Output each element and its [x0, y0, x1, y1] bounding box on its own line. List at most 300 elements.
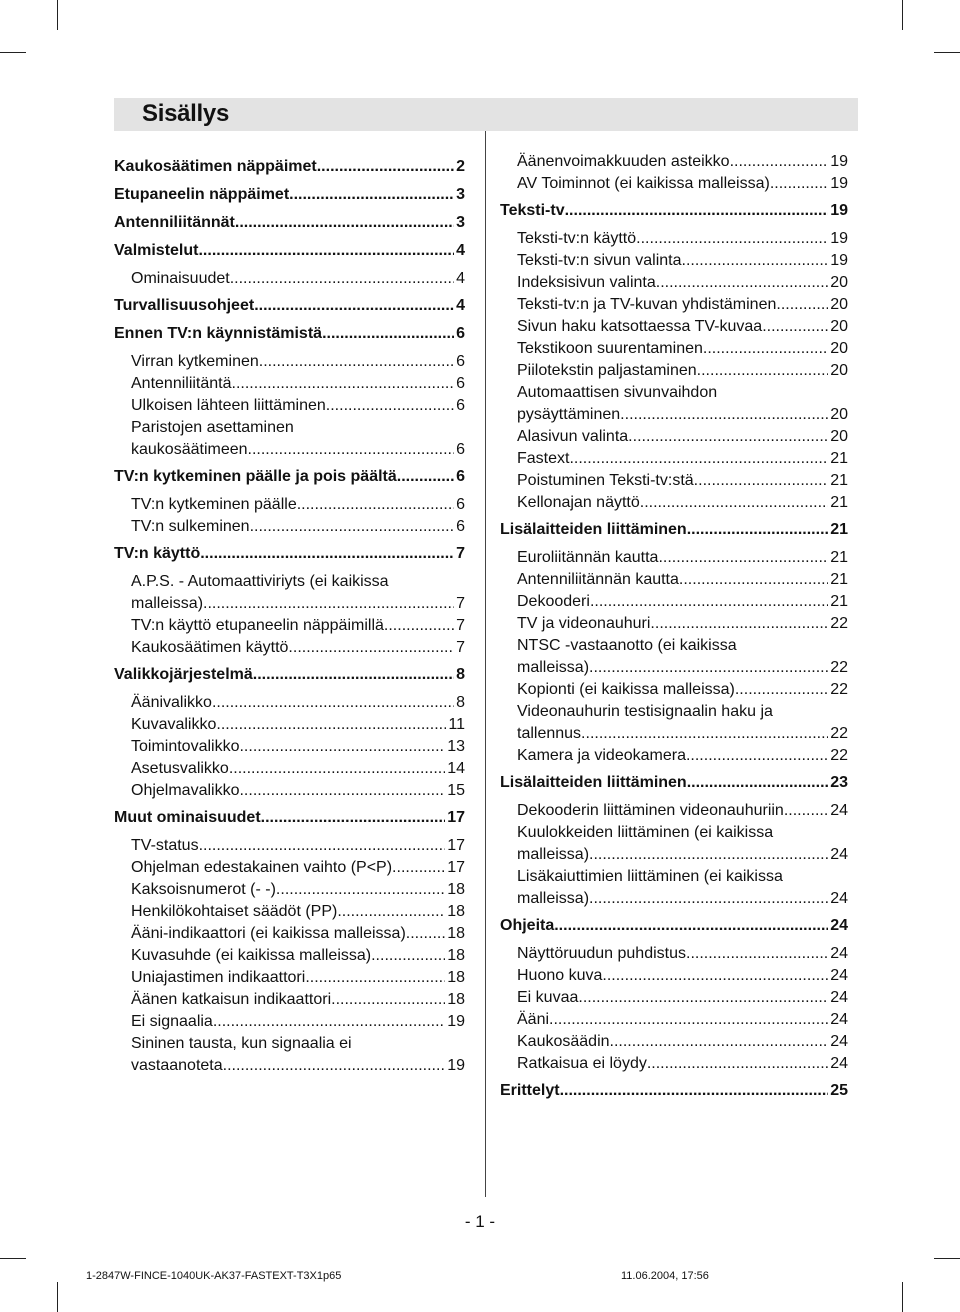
- toc-entry-page: 17: [447, 809, 465, 826]
- toc-entry: [500, 915, 848, 937]
- toc-entry-page: 24: [830, 967, 848, 984]
- toc-dot-leader: [259, 351, 454, 373]
- toc-entry-title: Ei signaalia: [131, 1013, 213, 1030]
- toc-entry-page: 24: [830, 945, 848, 962]
- toc-dot-leader: [602, 965, 828, 987]
- toc-entry: [500, 426, 848, 448]
- toc-entry-page: 18: [447, 969, 465, 986]
- toc-entry-page: 24: [830, 1055, 848, 1072]
- toc-entry: [114, 736, 465, 758]
- toc-entry-title: Ominaisuudet: [131, 270, 230, 287]
- toc-entry-title: Valikkojärjestelmä: [114, 666, 253, 683]
- toc-dot-leader: [628, 426, 828, 448]
- toc-column-left: [114, 151, 465, 1077]
- toc-entry-title: Kopionti (ei kaikissa malleissa): [517, 681, 735, 698]
- toc-entry-page: 8: [456, 694, 465, 711]
- toc-entry-title-cont: malleissa): [131, 595, 204, 612]
- toc-entry-page: 6: [456, 518, 465, 535]
- toc-entry-page: 22: [830, 615, 848, 632]
- toc-dot-leader: [406, 923, 445, 945]
- toc-entry-title: Alasivun valinta: [517, 428, 629, 445]
- toc-dot-leader: [658, 547, 828, 569]
- toc-entry-page: 15: [447, 782, 465, 799]
- toc-entry: [500, 519, 848, 541]
- toc-entry-title: Teksti-tv: [500, 202, 565, 219]
- toc-entry-title: Teksti-tv:n ja TV-kuvan yhdistäminen: [517, 296, 777, 313]
- toc-entry-title: Lisälaitteiden liittäminen: [500, 521, 687, 538]
- toc-entry-title-cont: kaukosäätimeen: [131, 441, 248, 458]
- toc-entry-title: Kellonajan näyttö: [517, 494, 640, 511]
- toc-entry-title: Turvallisuusohjeet: [114, 297, 255, 314]
- toc-entry: [500, 360, 848, 382]
- toc-entry-page: 19: [830, 230, 848, 247]
- toc-entry-title: Lisälaitteiden liittäminen: [500, 774, 687, 791]
- toc-entry-title: Kuulokkeiden liittäminen (ei kaikissa: [517, 824, 774, 841]
- toc-entry-title: Poistuminen Teksti-tv:stä: [517, 472, 694, 489]
- toc-entry: [500, 822, 848, 866]
- toc-entry-title: Euroliitännän kautta: [517, 549, 659, 566]
- toc-dot-leader: [589, 657, 828, 679]
- toc-entry: [500, 701, 848, 745]
- toc-entry: [114, 637, 465, 659]
- toc-entry-title: Ohjeita: [500, 917, 555, 934]
- toc-entry-title: Valmistelut: [114, 242, 199, 259]
- toc-entry-title: Kamera ja videokamera: [517, 747, 686, 764]
- crop-mark: [934, 52, 960, 53]
- toc-entry-title: Dekooderi: [517, 593, 590, 610]
- toc-entry: [114, 692, 465, 714]
- toc-entry-page: 20: [830, 340, 848, 357]
- toc-entry-title: Antenniliitännät: [114, 214, 235, 231]
- toc-entry-page: 20: [830, 406, 848, 423]
- toc-dot-leader: [687, 519, 829, 541]
- toc-entry: [500, 200, 848, 222]
- toc-entry-page: 19: [830, 175, 848, 192]
- toc-entry: [500, 745, 848, 767]
- toc-entry-title: Ääni-indikaattori (ei kaikissa malleissa): [131, 925, 406, 942]
- toc-entry-title: Sivun haku katsottaessa TV-kuvaa: [517, 318, 763, 335]
- toc-entry: [114, 901, 465, 923]
- toc-entry-title: Virran kytkeminen: [131, 353, 259, 370]
- page-title: Sisällys: [142, 100, 230, 127]
- toc-dot-leader: [636, 228, 828, 250]
- toc-entry-title: Videonauhurin testisignaalin haku ja: [517, 703, 773, 720]
- toc-entry-page: 6: [456, 353, 465, 370]
- toc-entry: [500, 173, 848, 195]
- toc-entry-page: 24: [830, 802, 848, 819]
- toc-dot-leader: [589, 844, 828, 866]
- toc-entry-title-cont: tallennus: [517, 725, 582, 742]
- toc-entry: [500, 492, 848, 514]
- toc-entry-page: 4: [456, 242, 465, 259]
- toc-entry-page: 24: [830, 989, 848, 1006]
- toc-entry-title: Kuvasuhde (ei kaikissa malleissa): [131, 947, 372, 964]
- toc-dot-leader: [200, 543, 454, 565]
- toc-entry: [500, 866, 848, 910]
- toc-column-right: [500, 151, 848, 1108]
- toc-entry: [500, 800, 848, 822]
- toc-entry-page: 21: [830, 494, 848, 511]
- toc-entry-page: 19: [830, 153, 848, 170]
- toc-entry: [114, 395, 465, 417]
- toc-dot-leader: [770, 173, 828, 195]
- toc-dot-leader: [735, 679, 828, 701]
- toc-entry-page: 22: [830, 681, 848, 698]
- toc-entry-title-cont: malleissa): [517, 659, 590, 676]
- toc-dot-leader: [640, 492, 828, 514]
- toc-entry-title: TV-status: [131, 837, 199, 854]
- toc-entry-title-cont: vastaanoteta: [131, 1057, 223, 1074]
- toc-dot-leader: [560, 1080, 829, 1102]
- toc-entry-page: 24: [830, 917, 848, 934]
- toc-entry: [500, 1031, 848, 1053]
- toc-entry-page: 21: [830, 593, 848, 610]
- toc-entry-title: Äänivalikko: [131, 694, 212, 711]
- toc-entry: [500, 382, 848, 426]
- toc-entry-title: TV:n sulkeminen: [131, 518, 250, 535]
- toc-dot-leader: [703, 338, 828, 360]
- toc-entry-page: 7: [456, 595, 465, 612]
- toc-entry-title: Ulkoisen lähteen liittäminen: [131, 397, 326, 414]
- toc-entry: [114, 351, 465, 373]
- toc-entry-title: Kaksoisnumerot (- -): [131, 881, 276, 898]
- toc-entry-title: Äänenvoimakkuuden asteikko: [517, 153, 730, 170]
- toc-entry-title: Sininen tausta, kun signaalia ei: [131, 1035, 352, 1052]
- toc-entry-page: 21: [830, 571, 848, 588]
- toc-entry: [114, 714, 465, 736]
- toc-entry-page: 23: [830, 774, 848, 791]
- toc-dot-leader: [656, 272, 828, 294]
- toc-dot-leader: [590, 591, 828, 613]
- toc-dot-leader: [203, 593, 454, 615]
- toc-dot-leader: [213, 1011, 445, 1033]
- toc-entry-page: 19: [447, 1057, 465, 1074]
- toc-dot-leader: [578, 987, 828, 1009]
- toc-entry: [500, 272, 848, 294]
- footer-timestamp: 11.06.2004, 17:56: [621, 1270, 709, 1282]
- crop-mark: [902, 0, 903, 30]
- toc-dot-leader: [569, 448, 828, 470]
- toc-entry: [114, 780, 465, 802]
- toc-entry: [500, 987, 848, 1009]
- toc-entry-title: A.P.S. - Automaattiviriyts (ei kaikissa: [131, 573, 389, 590]
- toc-dot-leader: [216, 714, 446, 736]
- toc-entry: [500, 1053, 848, 1075]
- toc-dot-leader: [694, 470, 829, 492]
- toc-entry: [114, 156, 465, 178]
- toc-dot-leader: [305, 967, 445, 989]
- toc-dot-leader: [679, 569, 828, 591]
- toc-entry-title: Ohjelmavalikko: [131, 782, 240, 799]
- toc-entry: [114, 323, 465, 345]
- toc-dot-leader: [697, 360, 829, 382]
- toc-entry-page: 19: [830, 202, 848, 219]
- toc-dot-leader: [549, 1009, 828, 1031]
- column-divider: [485, 131, 486, 1197]
- toc-dot-leader: [223, 1055, 446, 1077]
- toc-entry: [114, 268, 465, 290]
- toc-entry-page: 6: [456, 375, 465, 392]
- toc-entry: [500, 470, 848, 492]
- toc-entry: [114, 494, 465, 516]
- toc-dot-leader: [730, 151, 829, 173]
- crop-mark: [902, 1282, 903, 1312]
- toc-entry: [114, 664, 465, 686]
- toc-dot-leader: [230, 268, 454, 290]
- crop-mark: [57, 0, 58, 30]
- toc-entry-title: Ennen TV:n käynnistämistä: [114, 325, 323, 342]
- toc-entry-page: 21: [830, 472, 848, 489]
- toc-entry-title: Antenniliitäntä: [131, 375, 232, 392]
- toc-entry: [114, 184, 465, 206]
- toc-dot-leader: [647, 1053, 828, 1075]
- toc-entry: [114, 466, 465, 488]
- toc-dot-leader: [235, 212, 454, 234]
- toc-entry-title: AV Toiminnot (ei kaikissa malleissa): [517, 175, 770, 192]
- toc-dot-leader: [253, 664, 454, 686]
- toc-dot-leader: [232, 373, 455, 395]
- toc-dot-leader: [288, 637, 454, 659]
- toc-dot-leader: [331, 989, 445, 1011]
- toc-entry-page: 18: [447, 881, 465, 898]
- toc-entry: [500, 943, 848, 965]
- toc-entry-page: 2: [456, 158, 465, 175]
- toc-entry-page: 6: [456, 397, 465, 414]
- toc-entry-page: 4: [456, 297, 465, 314]
- toc-entry-title: Muut ominaisuudet: [114, 809, 261, 826]
- toc-dot-leader: [198, 240, 454, 262]
- toc-entry-page: 25: [830, 1082, 848, 1099]
- toc-entry-page: 17: [447, 859, 465, 876]
- toc-entry: [114, 240, 465, 262]
- toc-entry-page: 6: [456, 325, 465, 342]
- crop-mark: [57, 1282, 58, 1312]
- toc-entry: [500, 448, 848, 470]
- toc-dot-leader: [784, 800, 828, 822]
- toc-entry-page: 6: [456, 496, 465, 513]
- toc-dot-leader: [337, 901, 445, 923]
- toc-entry-page: 3: [456, 186, 465, 203]
- toc-entry: [114, 417, 465, 461]
- toc-entry: [114, 807, 465, 829]
- toc-dot-leader: [581, 723, 828, 745]
- toc-entry: [114, 543, 465, 565]
- toc-entry: [500, 1009, 848, 1031]
- crop-mark: [0, 52, 26, 53]
- toc-dot-leader: [554, 915, 828, 937]
- toc-entry-page: 24: [830, 846, 848, 863]
- toc-entry-page: 4: [456, 270, 465, 287]
- toc-entry: [500, 591, 848, 613]
- toc-entry-page: 19: [447, 1013, 465, 1030]
- toc-entry-title: Etupaneelin näppäimet: [114, 186, 290, 203]
- toc-entry-page: 6: [456, 441, 465, 458]
- toc-entry-page: 21: [830, 521, 848, 538]
- toc-entry-title: Ei kuvaa: [517, 989, 579, 1006]
- toc-entry-title: Indeksisivun valinta: [517, 274, 656, 291]
- toc-entry: [114, 373, 465, 395]
- toc-entry-page: 3: [456, 214, 465, 231]
- toc-entry: [114, 516, 465, 538]
- toc-entry-title: TV:n kytkeminen päälle: [131, 496, 297, 513]
- toc-entry: [500, 965, 848, 987]
- toc-dot-leader: [371, 945, 445, 967]
- toc-dot-leader: [650, 613, 828, 635]
- toc-dot-leader: [610, 1031, 829, 1053]
- toc-entry-title: Ratkaisua ei löydy: [517, 1055, 647, 1072]
- toc-entry: [500, 151, 848, 173]
- toc-entry-title: Lisäkaiuttimien liittäminen (ei kaikissa: [517, 868, 783, 885]
- toc-entry-page: 20: [830, 296, 848, 313]
- toc-entry: [114, 857, 465, 879]
- toc-entry-title: Teksti-tv:n käyttö: [517, 230, 637, 247]
- toc-entry-page: 7: [456, 617, 465, 634]
- toc-entry: [500, 547, 848, 569]
- toc-dot-leader: [762, 316, 828, 338]
- toc-entry-title: Ohjelman edestakainen vaihto (P<P): [131, 859, 393, 876]
- toc-dot-leader: [254, 295, 454, 317]
- toc-entry-title: Automaattisen sivunvaihdon: [517, 384, 718, 401]
- toc-dot-leader: [776, 294, 828, 316]
- toc-entry-title: Tekstikoon suurentaminen: [517, 340, 703, 357]
- toc-entry-page: 18: [447, 947, 465, 964]
- toc-entry-page: 22: [830, 747, 848, 764]
- toc-entry: [114, 945, 465, 967]
- toc-entry-page: 18: [447, 925, 465, 942]
- toc-entry: [114, 989, 465, 1011]
- toc-entry-title: Toimintovalikko: [131, 738, 240, 755]
- toc-entry-title: NTSC -vastaanotto (ei kaikissa: [517, 637, 737, 654]
- toc-dot-leader: [589, 888, 828, 910]
- toc-entry-title: Dekooderin liittäminen videonauhuriin: [517, 802, 784, 819]
- toc-entry-page: 11: [448, 716, 465, 733]
- toc-entry-page: 22: [830, 725, 848, 742]
- toc-dot-leader: [686, 943, 828, 965]
- toc-dot-leader: [565, 200, 829, 222]
- toc-entry-page: 18: [447, 991, 465, 1008]
- toc-dot-leader: [199, 835, 446, 857]
- toc-entry-page: 7: [456, 639, 465, 656]
- toc-entry: [500, 569, 848, 591]
- toc-dot-leader: [326, 395, 454, 417]
- toc-dot-leader: [250, 516, 455, 538]
- toc-entry: [114, 1011, 465, 1033]
- page-number: - 1 -: [464, 1212, 496, 1231]
- toc-entry-page: 14: [447, 760, 465, 777]
- toc-entry-title: Henkilökohtaiset säädöt (PP): [131, 903, 338, 920]
- toc-entry-title: Kuvavalikko: [131, 716, 217, 733]
- toc-entry: [500, 679, 848, 701]
- toc-entry-title: TV:n kytkeminen päälle ja pois päältä: [114, 468, 397, 485]
- toc-entry-title: Asetusvalikko: [131, 760, 229, 777]
- toc-dot-leader: [261, 807, 446, 829]
- toc-entry: [114, 295, 465, 317]
- toc-dot-leader: [392, 857, 445, 879]
- toc-entry-page: 20: [830, 362, 848, 379]
- toc-entry-title: Paristojen asettaminen: [131, 419, 294, 436]
- toc-entry: [114, 615, 465, 637]
- toc-dot-leader: [384, 615, 454, 637]
- toc-entry-page: 8: [456, 666, 465, 683]
- toc-entry: [500, 772, 848, 794]
- toc-dot-leader: [686, 745, 828, 767]
- toc-entry-page: 21: [830, 450, 848, 467]
- toc-dot-leader: [248, 439, 455, 461]
- toc-entry: [114, 1033, 465, 1077]
- toc-entry-page: 24: [830, 1033, 848, 1050]
- toc-entry-page: 21: [830, 549, 848, 566]
- toc-entry-title: Teksti-tv:n sivun valinta: [517, 252, 682, 269]
- toc-dot-leader: [239, 780, 445, 802]
- toc-entry-title: Uniajastimen indikaattori: [131, 969, 306, 986]
- toc-entry-page: 13: [447, 738, 465, 755]
- toc-entry-title-cont: malleissa): [517, 890, 590, 907]
- toc-dot-leader: [682, 250, 829, 272]
- toc-dot-leader: [297, 494, 454, 516]
- toc-entry-title: Piilotekstin paljastaminen: [517, 362, 697, 379]
- toc-entry-page: 19: [830, 252, 848, 269]
- toc-entry-page: 17: [447, 837, 465, 854]
- toc-entry-title: TV:n käyttö etupaneelin näppäimillä: [131, 617, 384, 634]
- toc-entry: [500, 294, 848, 316]
- toc-entry-title: Näyttöruudun puhdistus: [517, 945, 686, 962]
- toc-entry-title: TV:n käyttö: [114, 545, 201, 562]
- toc-entry-page: 20: [830, 428, 848, 445]
- toc-dot-leader: [212, 692, 454, 714]
- toc-entry-title: Kaukosäätimen näppäimet: [114, 158, 317, 175]
- toc-dot-leader: [322, 323, 454, 345]
- toc-entry-title: Kaukosäädin: [517, 1033, 610, 1050]
- toc-dot-leader: [317, 156, 454, 178]
- toc-entry: [500, 635, 848, 679]
- toc-entry-title: Äänen katkaisun indikaattori: [131, 991, 332, 1008]
- toc-entry: [114, 835, 465, 857]
- toc-entry-page: 20: [830, 318, 848, 335]
- toc-dot-leader: [620, 404, 828, 426]
- toc-entry: [500, 338, 848, 360]
- toc-dot-leader: [239, 736, 445, 758]
- title-bar: [114, 98, 858, 131]
- toc-entry-title-cont: malleissa): [517, 846, 590, 863]
- toc-dot-leader: [397, 466, 454, 488]
- toc-dot-leader: [289, 184, 454, 206]
- footer-filename: 1-2847W-FINCE-1040UK-AK37-FASTEXT-T3X1p65: [86, 1270, 342, 1282]
- toc-entry: [114, 571, 465, 615]
- toc-entry-page: 22: [830, 659, 848, 676]
- toc-entry-title: Erittelyt: [500, 1082, 560, 1099]
- toc-entry: [114, 967, 465, 989]
- toc-entry: [500, 250, 848, 272]
- toc-entry: [114, 879, 465, 901]
- toc-entry-title: Fastext: [517, 450, 570, 467]
- toc-entry-page: 20: [830, 274, 848, 291]
- toc-dot-leader: [276, 879, 445, 901]
- toc-entry-page: 7: [456, 545, 465, 562]
- toc-entry-page: 24: [830, 890, 848, 907]
- toc-entry: [500, 228, 848, 250]
- toc-dot-leader: [229, 758, 445, 780]
- toc-entry: [114, 923, 465, 945]
- toc-entry: [500, 1080, 848, 1102]
- toc-entry-title: Kaukosäätimen käyttö: [131, 639, 289, 656]
- toc-entry: [500, 316, 848, 338]
- toc-entry-title: Ääni: [517, 1011, 550, 1028]
- toc-entry-title: TV ja videonauhuri: [517, 615, 651, 632]
- toc-dot-leader: [687, 772, 829, 794]
- toc-entry: [114, 212, 465, 234]
- toc-entry: [114, 758, 465, 780]
- toc-entry-title: Antenniliitännän kautta: [517, 571, 679, 588]
